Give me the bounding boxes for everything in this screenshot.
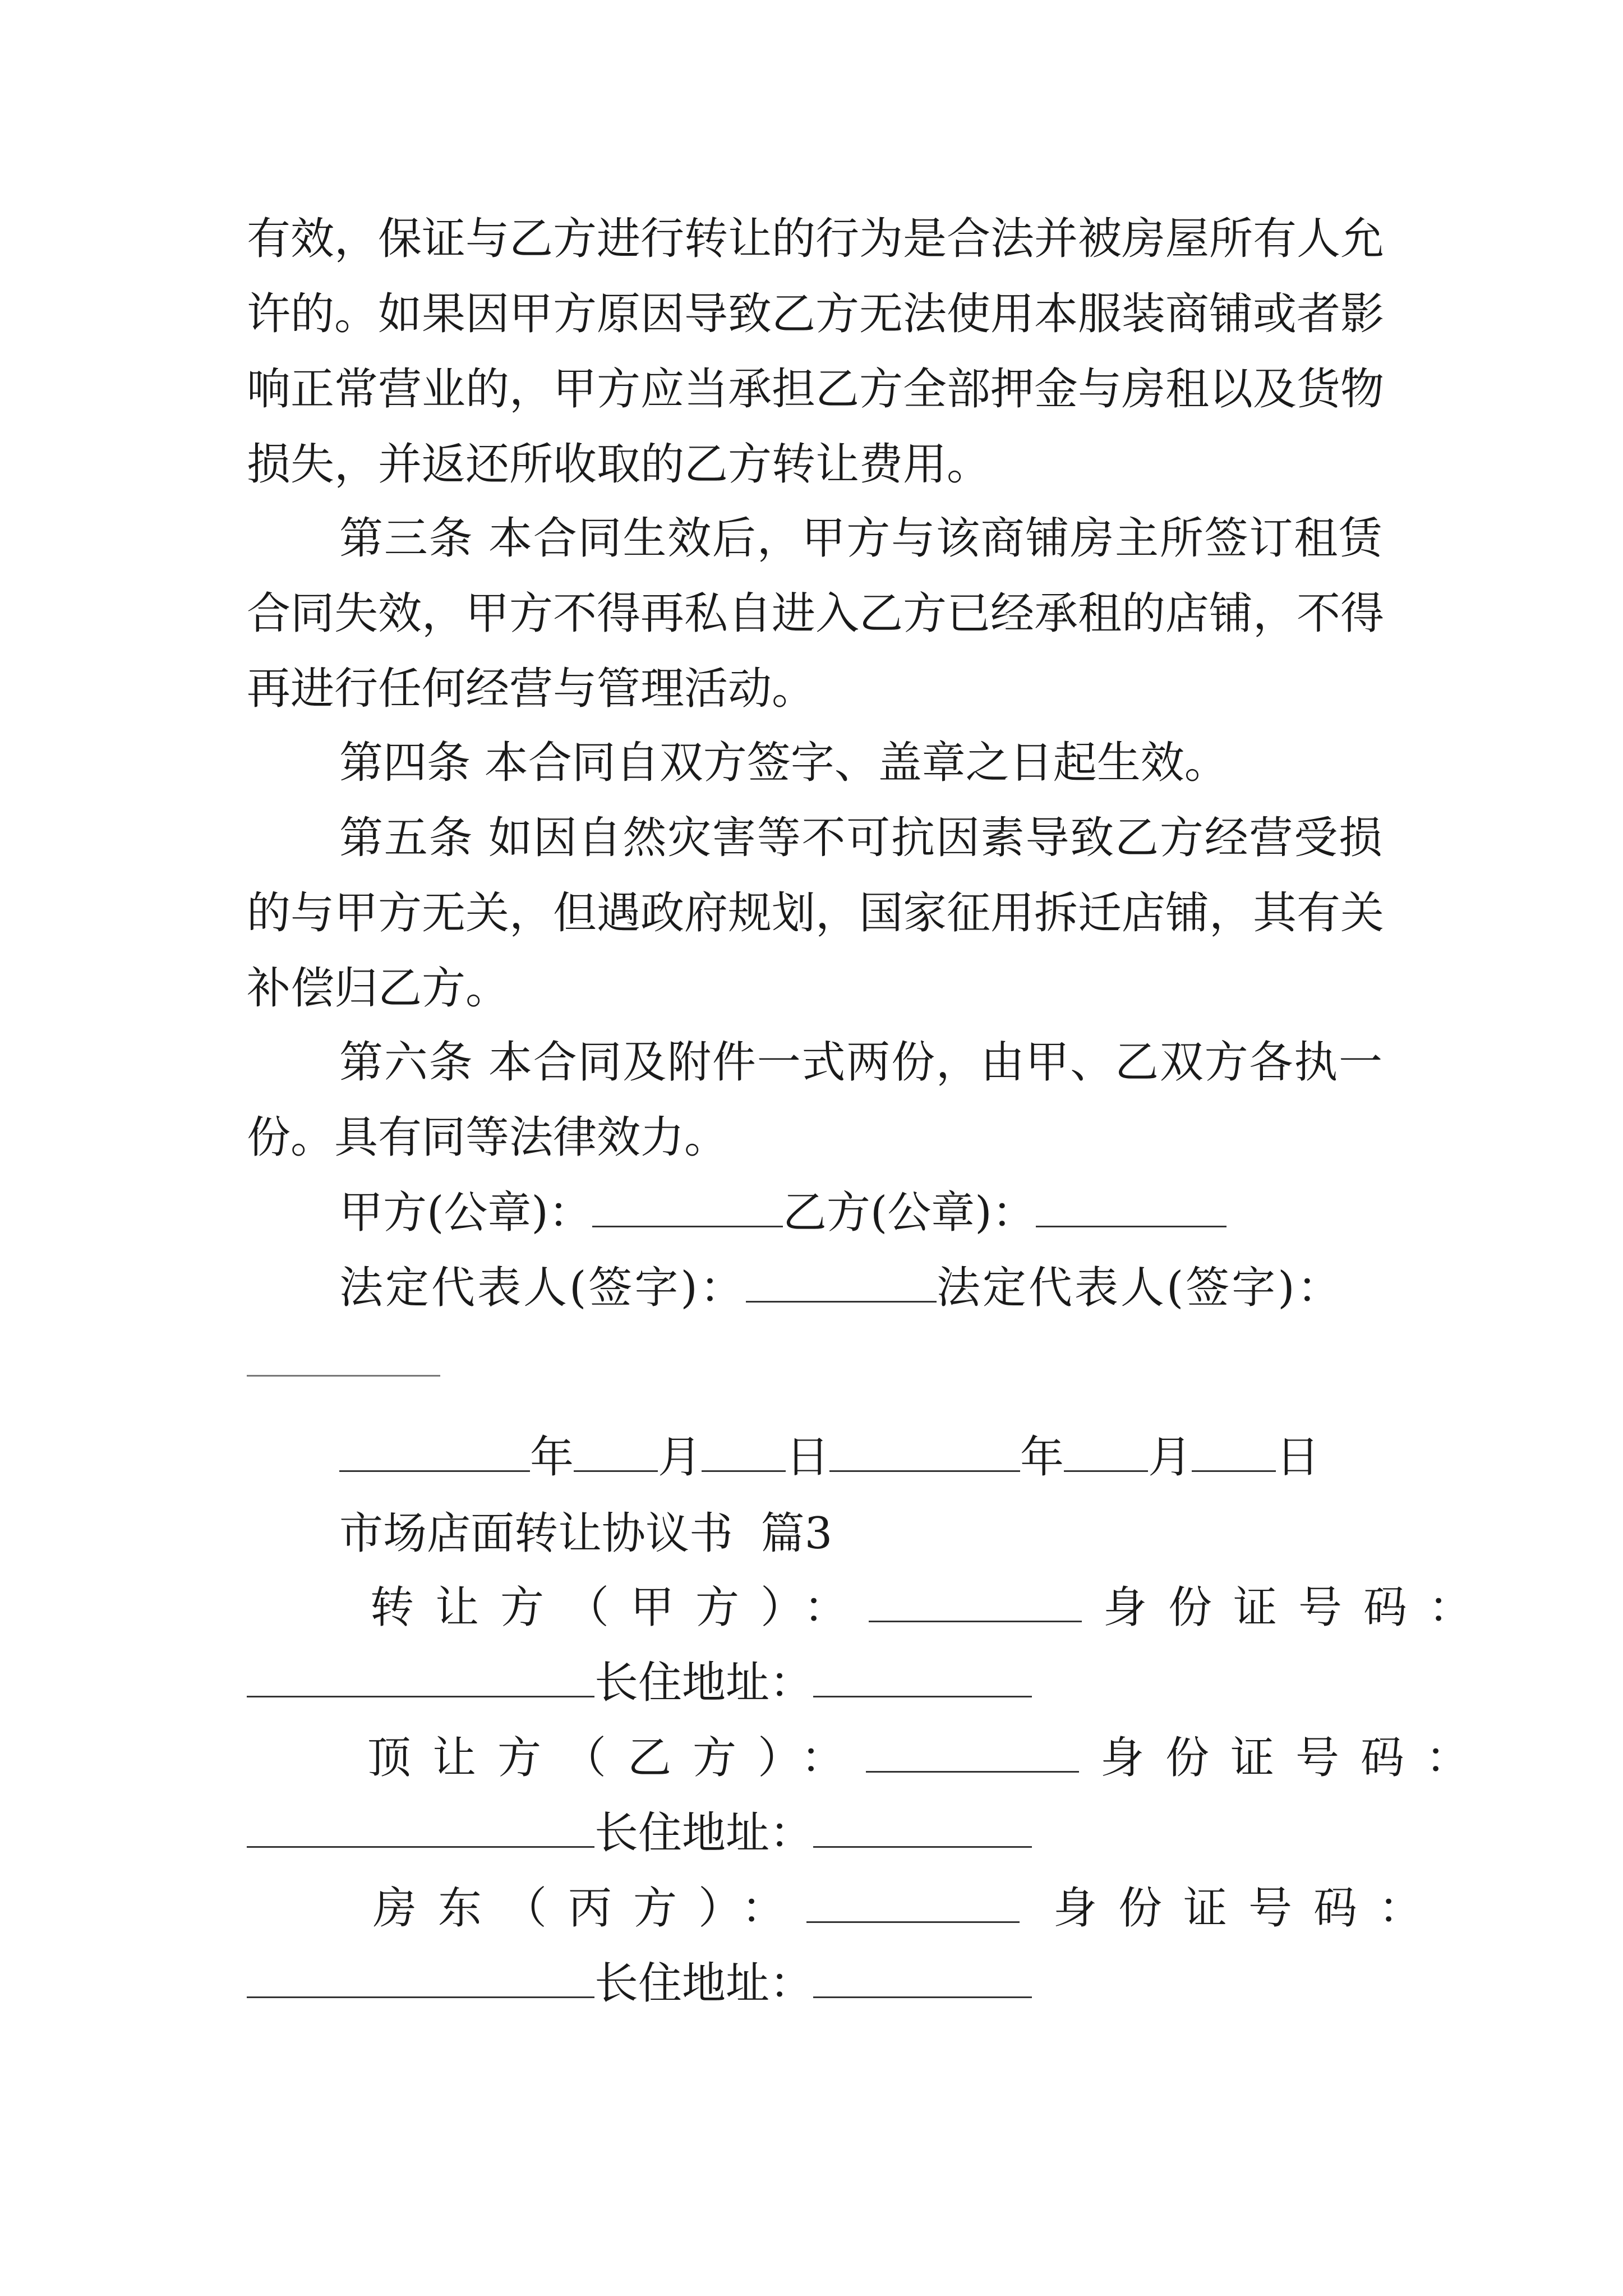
clause-6-line-2: 份。具有同等法律效力。 <box>247 1112 728 1163</box>
party-b-day-label: 日 <box>1276 1432 1320 1483</box>
party-a-month-label: 月 <box>658 1432 702 1483</box>
clause-5-line-3: 补偿归乙方。 <box>247 963 510 1014</box>
clause-3-line-3: 再进行任何经营与管理活动。 <box>247 664 816 714</box>
party-a-seal-label: 甲方(公章)： <box>339 1188 592 1238</box>
transferor-id-label: 身份证号码： <box>1103 1582 1494 1633</box>
party-b-year-label: 年 <box>1020 1432 1064 1483</box>
transferee-id-blank[interactable] <box>247 1807 594 1848</box>
party-b-day-blank[interactable] <box>1192 1431 1276 1472</box>
transferee-address-row <box>247 1806 1032 1860</box>
party-b-month-blank[interactable] <box>1064 1431 1148 1472</box>
body-line-2: 许的。如果因甲方原因导致乙方无法使用本服装商铺或者影 <box>247 289 1385 339</box>
clause-6-line-1: 第六条 本合同及附件一式两份，由甲、乙双方各执一 <box>339 1037 1382 1088</box>
transferor-address-row <box>247 1656 1032 1710</box>
body-line-1: 有效，保证与乙方进行转让的行为是合法并被房屋所有人允 <box>247 214 1385 264</box>
party-a-seal-blank[interactable] <box>592 1186 783 1227</box>
landlord-id-label: 身份证号码： <box>1053 1883 1444 1934</box>
transferee-name-blank[interactable] <box>866 1732 1079 1773</box>
party-b-year-blank[interactable] <box>829 1431 1020 1472</box>
transferee-id-label: 身份证号码： <box>1100 1733 1491 1783</box>
party-b-rep-label: 法定代表人(签字)： <box>936 1263 1343 1313</box>
landlord-address-label: 长住地址： <box>594 1958 814 2009</box>
transferor-address-label: 长住地址： <box>594 1658 814 1708</box>
party-a-rep-blank[interactable] <box>746 1262 937 1303</box>
transferor-address-blank[interactable] <box>813 1657 1032 1697</box>
transferee-label: 顶让方（乙方）： <box>367 1733 866 1783</box>
body-line-4: 损失，并返还所收取的乙方转让费用。 <box>247 439 991 490</box>
transferor-row <box>370 1581 1493 1635</box>
transferor-name-blank[interactable] <box>869 1581 1082 1622</box>
representative-row <box>339 1261 1343 1315</box>
transferee-address-label: 长住地址： <box>594 1808 814 1858</box>
transferee-address-blank[interactable] <box>813 1807 1032 1848</box>
party-a-year-blank[interactable] <box>339 1431 530 1472</box>
section-title: 市场店面转让协议书 篇3 <box>339 1508 833 1559</box>
clause-4: 第四条 本合同自双方签字、盖章之日起生效。 <box>339 738 1228 788</box>
date-row <box>339 1430 1320 1484</box>
party-b-seal-blank[interactable] <box>1036 1186 1227 1227</box>
landlord-row <box>373 1881 1444 1935</box>
landlord-address-blank[interactable] <box>813 1957 1032 1998</box>
party-b-rep-row <box>247 1335 440 1389</box>
landlord-id-blank[interactable] <box>247 1957 594 1998</box>
party-b-seal-label: 乙方(公章)： <box>782 1188 1036 1238</box>
clause-5-line-1: 第五条 如因自然灾害等不可抗因素导致乙方经营受损 <box>339 813 1382 863</box>
body-line-3: 响正常营业的，甲方应当承担乙方全部押金与房租以及货物 <box>247 364 1385 415</box>
transferor-id-blank[interactable] <box>247 1657 594 1697</box>
party-b-month-label: 月 <box>1148 1432 1192 1483</box>
party-a-month-blank[interactable] <box>574 1431 658 1472</box>
seal-row <box>339 1186 1227 1240</box>
landlord-address-row <box>247 1957 1032 2010</box>
clause-3-line-2: 合同失效，甲方不得再私自进入乙方已经承租的店铺，不得 <box>247 588 1385 639</box>
transferee-row <box>367 1731 1491 1785</box>
party-a-year-label: 年 <box>530 1432 574 1483</box>
clause-5-line-2: 的与甲方无关，但遇政府规划，国家征用拆迁店铺，其有关 <box>247 888 1385 938</box>
party-b-rep-blank[interactable] <box>247 1336 440 1377</box>
transferor-label: 转让方（甲方）： <box>370 1582 869 1633</box>
party-a-day-label: 日 <box>786 1432 830 1483</box>
landlord-name-blank[interactable] <box>806 1882 1020 1923</box>
landlord-label: 房东（丙方）： <box>373 1883 807 1934</box>
party-a-rep-label: 法定代表人(签字)： <box>339 1263 746 1313</box>
party-a-day-blank[interactable] <box>702 1431 786 1472</box>
clause-3-line-1: 第三条 本合同生效后，甲方与该商铺房主所签订租赁 <box>339 513 1382 564</box>
